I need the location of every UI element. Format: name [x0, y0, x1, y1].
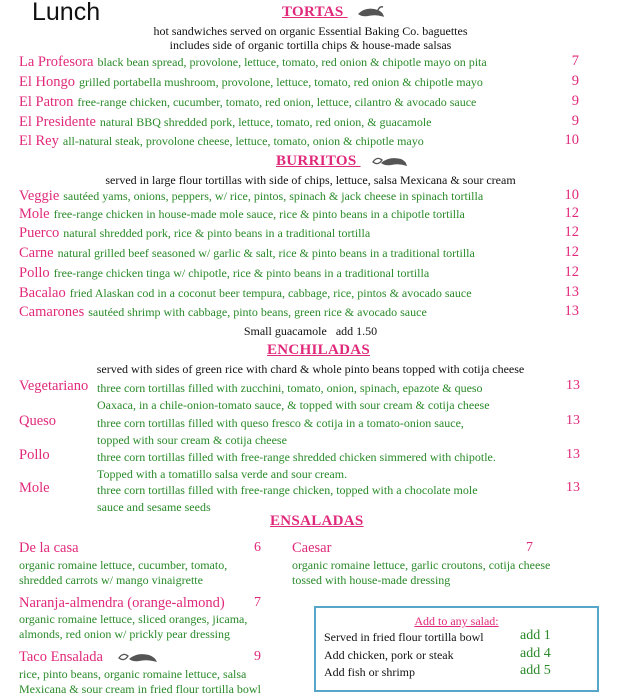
item-price: 13 [566, 447, 580, 462]
item-description-line: Mexicana & sour cream in fried flour tortilla bowl [19, 682, 261, 696]
item-description-line: three corn tortillas filled with free-range chicken, topped with a chocolate mole [97, 483, 478, 497]
chili-pepper-icon [115, 650, 161, 666]
item-price: 7 [254, 595, 261, 610]
item-name: Caesar [292, 540, 332, 556]
item-name: Puerco [19, 225, 60, 241]
add-to-salad-title: Add to any salad: [414, 614, 499, 628]
add-to-salad-option: Served in fried flour tortilla bowl [324, 630, 484, 644]
menu-item [19, 205, 609, 223]
chili-pepper-icon [369, 154, 409, 170]
item-description: sautéed shrimp with cabbage, pinto beans, green rice & avocado sauce [88, 305, 427, 319]
item-name: Bacalao [19, 285, 66, 301]
menu-item [19, 224, 609, 242]
item-price: 9 [571, 93, 579, 109]
add-to-salad-price: add 1 [520, 628, 551, 643]
menu-item [19, 132, 609, 150]
item-name: La Profesora [19, 54, 94, 70]
item-description-line: shredded carrots w/ mango vinaigrette [19, 573, 203, 587]
item-price: 10 [564, 187, 579, 203]
item-name [19, 649, 161, 666]
item-description-line: three corn tortillas filled with zucchini, tomato, onion, spinach, epazote & queso [97, 381, 483, 395]
item-description: natural BBQ shredded pork, lettuce, tomato, red onion, & guacamole [99, 115, 432, 129]
menu-item [19, 264, 609, 282]
item-price: 9 [254, 649, 261, 664]
item-description-line: organic romaine lettuce, garlic croutons, cotija cheese [292, 558, 551, 572]
item-price: 7 [526, 540, 533, 555]
item-description: free-range chicken tinga w/ chipotle, rice & pinto beans in a traditional tortilla [53, 266, 430, 280]
menu-item [19, 284, 609, 302]
item-description-line: organic romaine lettuce, cucumber, tomato, [19, 558, 228, 572]
add-to-salad-price: add 4 [520, 646, 551, 661]
item-name: Pollo [19, 447, 50, 463]
item-description [19, 667, 261, 697]
menu-item [19, 187, 609, 205]
item-description-line: organic romaine lettuce, sliced oranges, jicama, [19, 612, 248, 626]
item-price: 9 [571, 113, 579, 129]
section-title-tortas-label: TORTAS [282, 4, 344, 20]
menu-item [19, 244, 609, 262]
item-description [97, 415, 464, 449]
section-title-burritos-label: BURRITOS [276, 153, 357, 169]
item-price: 13 [566, 413, 580, 428]
menu-item [19, 73, 609, 91]
item-description-line: Oaxaca, in a chile-onion-tomato sauce, & topped with sour cream & cotija cheese [97, 398, 490, 412]
item-description [19, 612, 247, 642]
add-to-salad-price: add 5 [520, 663, 551, 678]
item-description: free-range chicken in house-made mole sauce, rice & pinto beans in a chipotle tortilla [53, 207, 465, 221]
item-description: grilled portabella mushroom, provolone, lettuce, tomato, red onion & chipotle mayo [78, 75, 483, 89]
item-price: 12 [564, 224, 579, 240]
item-price: 12 [564, 264, 579, 280]
add-to-salad-box [314, 606, 599, 692]
tortas-note-2: includes side of organic tortilla chips & house-made salsas [169, 38, 452, 52]
item-description: natural shredded pork, rice & pinto beans in a traditional tortilla [63, 226, 371, 240]
item-price: 7 [571, 53, 579, 69]
item-name: Queso [19, 413, 57, 429]
item-name: Mole [19, 206, 50, 222]
menu-item [19, 113, 609, 131]
item-description-line: three corn tortillas filled with free-range shredded chicken simmered with chipotle. [97, 450, 496, 464]
item-description: black bean spread, provolone, lettuce, tomato, red onion & chipotle mayo on pita [97, 55, 487, 69]
enchiladas-note: served with sides of green rice with chard & whole pinto beans topped with cotija cheese [96, 362, 525, 376]
burritos-guacamole-extra: Small guacamole add 1.50 [243, 324, 378, 338]
item-price: 13 [564, 284, 579, 300]
item-name: Naranja-almendra (orange-almond) [19, 595, 225, 611]
item-description [97, 380, 490, 414]
item-name: El Hongo [19, 74, 75, 90]
item-name-label: Taco Ensalada [19, 649, 103, 665]
section-title-tortas [282, 4, 386, 21]
item-price: 13 [564, 303, 579, 319]
burritos-note: served in large flour tortillas with side of chips, lettuce, salsa Mexicana & sour cream [105, 173, 516, 187]
item-description-line: Topped with a tomatillo salsa verde and sour cream. [97, 467, 348, 481]
item-description-line: topped with sour cream & cotija cheese [97, 433, 287, 447]
item-price: 13 [566, 378, 580, 393]
menu-item [19, 53, 609, 71]
item-price: 9 [571, 73, 579, 89]
item-description [97, 449, 496, 483]
section-title-enchiladas: ENCHILADAS [267, 342, 371, 358]
item-name: Camarones [19, 304, 85, 320]
item-price: 12 [564, 244, 579, 260]
menu-item [19, 93, 609, 111]
item-name: Carne [19, 245, 54, 261]
item-price: 13 [566, 480, 580, 495]
page-title: Lunch [32, 0, 101, 26]
item-description-line: sauce and sesame seeds [97, 500, 211, 514]
menu-item [19, 303, 609, 321]
item-description: sautéed yams, onions, peppers, w/ rice, pintos, spinach & jack cheese in spinach tortilla [63, 189, 484, 203]
chili-pepper-icon [356, 5, 386, 21]
item-name: El Patron [19, 94, 74, 110]
item-description-line: rice, pinto beans, organic romaine lettuce, salsa [19, 667, 247, 681]
item-description [19, 558, 227, 588]
item-price: 10 [564, 132, 579, 148]
item-description-line: almonds, red onion w/ prickly pear dressing [19, 627, 230, 641]
item-description-line: three corn tortillas filled with queso fresco & cotija in a tomato-onion sauce, [97, 416, 464, 430]
section-title-ensaladas: ENSALADAS [270, 513, 364, 529]
add-to-salad-option: Add fish or shrimp [324, 665, 415, 679]
item-description-line: tossed with house-made dressing [292, 573, 451, 587]
tortas-note-1: hot sandwiches served on organic Essential Baking Co. baguettes [153, 24, 468, 38]
item-name: El Rey [19, 133, 59, 149]
item-name: Veggie [19, 188, 60, 204]
section-title-burritos [276, 153, 409, 170]
item-description [97, 482, 478, 516]
item-price: 12 [564, 205, 579, 221]
item-description: natural grilled beef seasoned w/ garlic & salt, rice & pinto beans in a traditional tortilla [57, 246, 475, 260]
item-description: fried Alaskan cod in a coconut beer tempura, cabbage, rice, pintos & avocado sauce [69, 286, 472, 300]
item-name: El Presidente [19, 114, 96, 130]
item-name: Pollo [19, 265, 50, 281]
item-description: all-natural steak, provolone cheese, lettuce, tomato, onion & chipotle mayo [62, 134, 424, 148]
item-description: free-range chicken, cucumber, tomato, red onion, lettuce, cilantro & avocado sauce [77, 95, 477, 109]
item-price: 6 [254, 540, 261, 555]
item-description [292, 558, 550, 588]
item-name: Mole [19, 480, 50, 496]
add-to-salad-option: Add chicken, pork or steak [324, 648, 454, 662]
item-name: De la casa [19, 540, 79, 556]
item-name: Vegetariano [19, 378, 89, 394]
